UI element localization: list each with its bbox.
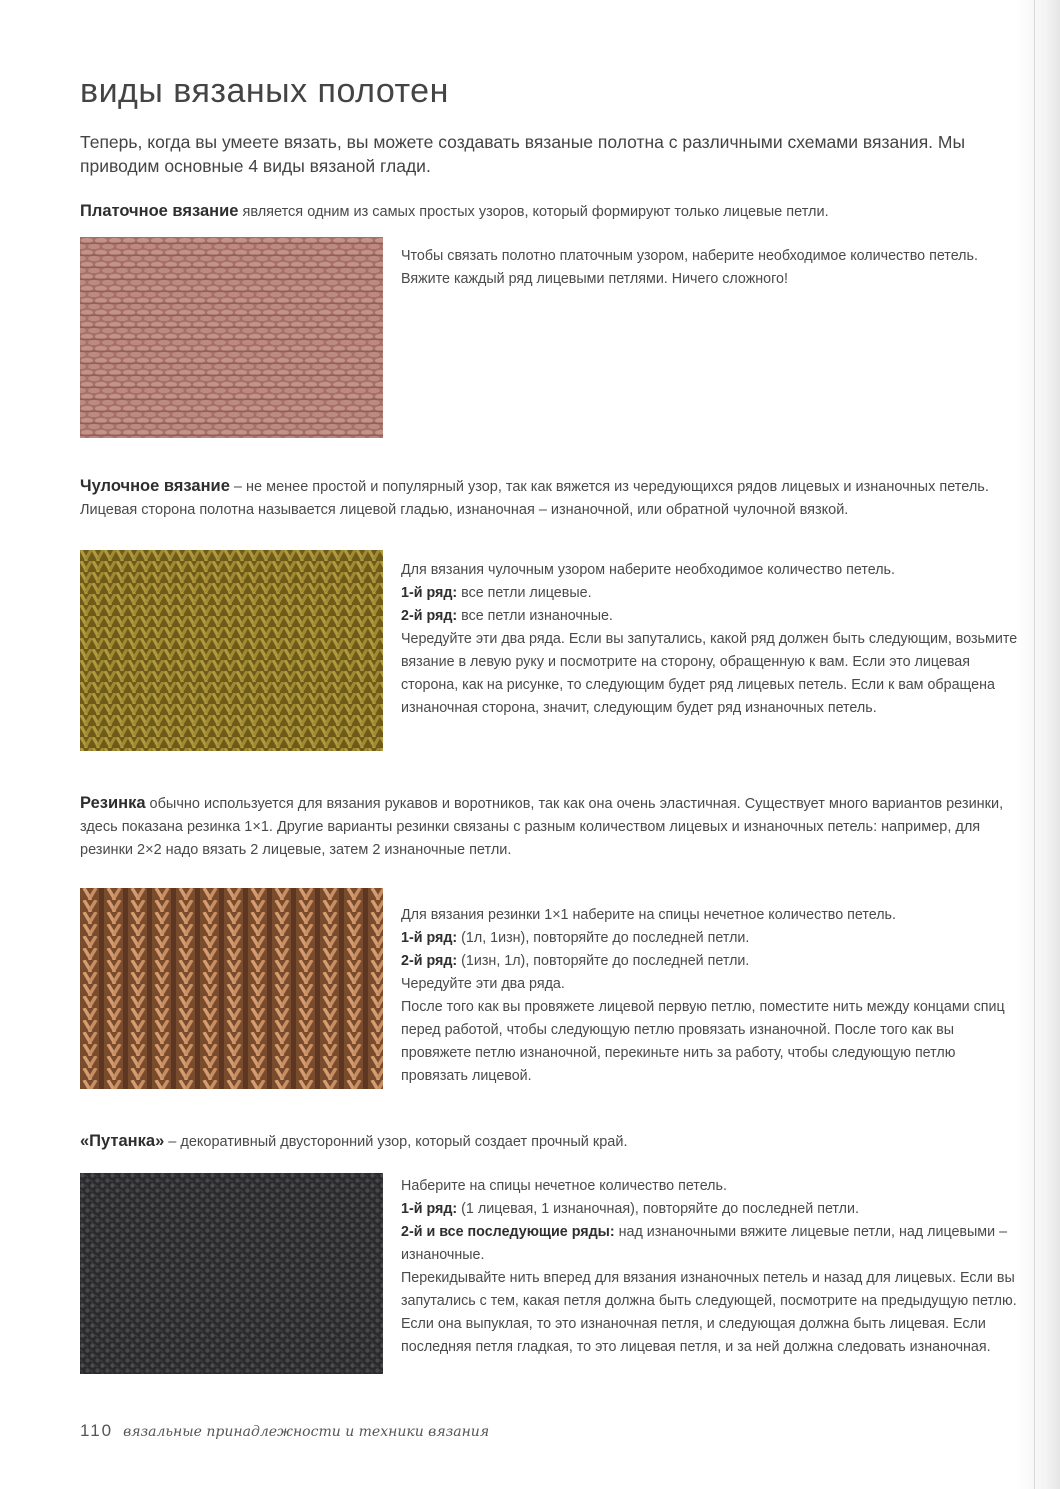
- page-footer: [80, 1421, 489, 1441]
- garter-line-1: Чтобы связать полотно платочным узором, наберите необходимое количество петель.: [401, 248, 978, 264]
- page-number: 110: [80, 1421, 114, 1440]
- seed-row-2-text: над изнаночными вяжите лицевые петли, над лицевыми – изнаночные.: [401, 1224, 1008, 1263]
- rib-name: Резинка: [80, 794, 146, 812]
- seed-line-1: Наберите на спицы нечетное количество петель.: [401, 1178, 727, 1194]
- rib-line-1: Для вязания резинки 1×1 наберите на спицы нечетное количество петель.: [401, 907, 896, 923]
- stockinette-row-2: [401, 605, 1026, 628]
- stockinette-heading: [80, 475, 1025, 522]
- page-title: виды вязаных полотен: [80, 72, 449, 110]
- footer-chapter-title: вязальные принадлежности и техники вязания: [123, 1424, 490, 1440]
- garter-name: Платочное вязание: [80, 202, 239, 220]
- rib-swatch-image: [80, 888, 383, 1089]
- stockinette-heading-text: – не менее простой и популярный узор, так как вяжется из чередующихся рядов лицевых и изнаночных петель. Лицевая сторона полотна называется лицевой гладью, изнаночная – изнаночной, или обратной чулочной вязкой.: [80, 479, 989, 518]
- stockinette-description: [401, 559, 1026, 720]
- rib-row-1: [401, 927, 1026, 950]
- stockinette-name: Чулочное вязание: [80, 477, 230, 495]
- intro-text: Теперь, когда вы умеете вязать, вы можете создавать вязаные полотна с различными схемами вязания. Мы приводим основные 4 виды вязаной глади.: [80, 132, 966, 176]
- rib-rest: После того как вы провяжете лицевой первую петлю, поместите нить между концами спиц перед работой, чтобы следующую петлю провязать изнаночной. После того как вы провяжете петлю изнаночной, перекиньте нить за работу, чтобы следующую петлю провязать лицевой.: [401, 999, 1005, 1084]
- garter-description: [401, 245, 1026, 291]
- stockinette-row-2-text: все петли изнаночные.: [457, 608, 613, 624]
- seed-row-2: [401, 1221, 1026, 1267]
- rib-row-2-label: 2-й ряд:: [401, 953, 458, 969]
- rib-row-2-text: (1изн, 1л), повторяйте до последней петли.: [457, 953, 750, 969]
- seed-row-1: [401, 1198, 1026, 1221]
- garter-heading: [80, 200, 1025, 224]
- stockinette-row-1: [401, 582, 1026, 605]
- seed-rest: Перекидывайте нить вперед для вязания изнаночных петель и назад для лицевых. Если вы запутались с тем, какая петля должна быть следующей, посмотрите на предыдущую петлю. Если она выпуклая, то это изнаночная петля, и следующая должна быть лицевая. Если последняя петля гладкая, то это лицевая петля, и за ней должна следовать изнаночная.: [401, 1270, 1017, 1355]
- rib-description: [401, 904, 1026, 1088]
- rib-heading: [80, 792, 1025, 862]
- stockinette-row-1-text: все петли лицевые.: [457, 585, 592, 601]
- seed-description: [401, 1175, 1026, 1359]
- stockinette-swatch-image: [80, 550, 383, 751]
- stockinette-line-1: Для вязания чулочным узором наберите необходимое количество петель.: [401, 562, 895, 578]
- rib-heading-text: обычно используется для вязания рукавов и воротников, так как она очень эластичная. Существует много вариантов резинки, здесь показана резинка 1×1. Другие варианты резинки связаны с разным количеством лицевых и изнаночных петель: например, для резинки 2×2 надо вязать 2 лицевые, затем 2 изнаночные петли.: [80, 796, 1004, 858]
- rib-row-2: [401, 950, 1026, 973]
- seed-row-1-text: (1 лицевая, 1 изнаночная), повторяйте до последней петли.: [457, 1201, 859, 1217]
- seed-heading-text: – декоративный двусторонний узор, который создает прочный край.: [164, 1134, 628, 1150]
- seed-name: «Путанка»: [80, 1132, 165, 1150]
- rib-line-4: Чередуйте эти два ряда.: [401, 976, 565, 992]
- garter-line-2: Вяжите каждый ряд лицевыми петлями. Ничего сложного!: [401, 271, 788, 287]
- seed-row-2-label: 2-й и все последующие ряды:: [401, 1224, 615, 1240]
- rib-row-1-text: (1л, 1изн), повторяйте до последней петли.: [457, 930, 750, 946]
- seed-row-1-label: 1-й ряд:: [401, 1201, 458, 1217]
- stockinette-rest: Чередуйте эти два ряда. Если вы запутались, какой ряд должен быть следующим, возьмите вязание в левую руку и посмотрите на сторону, обращенную к вам. Если это лицевая сторона, как на рисунке, то следующим будет ряд лицевых петель. Если к вам обращена изнаночная сторона, значит, следующим будет ряд изнаночных петель.: [401, 631, 1018, 716]
- rib-row-1-label: 1-й ряд:: [401, 930, 458, 946]
- garter-heading-text: является одним из самых простых узоров, который формируют только лицевые петли.: [238, 204, 829, 220]
- stockinette-row-2-label: 2-й ряд:: [401, 608, 458, 624]
- garter-swatch-image: [80, 237, 383, 438]
- stockinette-row-1-label: 1-й ряд:: [401, 585, 458, 601]
- seed-heading: [80, 1130, 1025, 1154]
- seed-swatch-image: [80, 1173, 383, 1374]
